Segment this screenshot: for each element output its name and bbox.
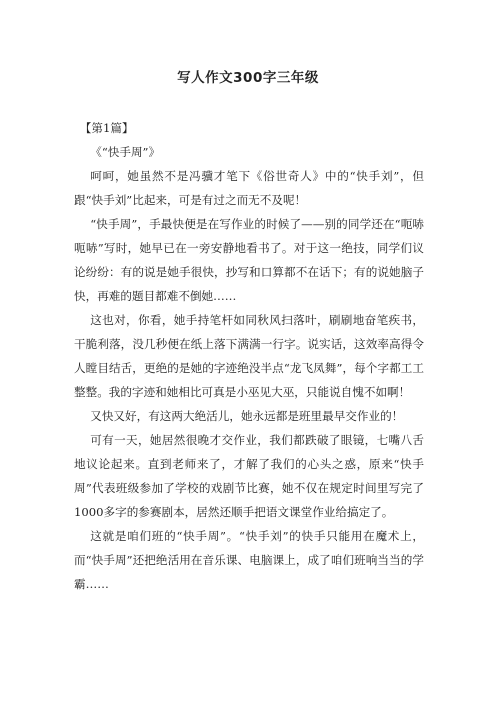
article-subtitle: 《“快手周”》 (90, 145, 161, 159)
article-body (74, 116, 424, 596)
paragraph-6: 这就是咱们班的“快手周”。“快手刘”的快手只能用在魔术上，而“快手周”还把绝活用在音乐课、电脑课上，成了咱们班响当当的学霸…… (74, 529, 424, 591)
section-label: 【第1篇】 (79, 121, 134, 135)
paragraph-1: 呵呵，她虽然不是冯骥才笔下《俗世奇人》中的“快手刘”，但跟“快手刘”比起来，可是有过之而无不及呢！ (74, 169, 424, 207)
paragraph-2: “快手周”，手最快便是在写作业的时候了——别的同学还在“呃哧呃哧”写时，她早已在一旁安静地看书了。对于这一绝技，同学们议论纷纷：有的说是她手很快，抄写和口算都不在话下；有的说她脑子快，再难的题目都难不倒她…… (74, 217, 424, 303)
page-title: 写人作文300字三年级 (177, 70, 319, 86)
paragraph-5: 可有一天，她居然很晚才交作业，我们都跌破了眼镜，七嘴八舌地议论起来。直到老师来了，才解了我们的心头之惑，原来“快手周”代表班级参加了学校的戏剧节比赛，她不仅在规定时间里写完了1000多字的参赛剧本，居然还顺手把语文课堂作业给搞定了。 (74, 433, 424, 519)
paragraph-4: 又快又好，有这两大绝活儿，她永远都是班里最早交作业的！ (90, 409, 404, 423)
paragraph-3: 这也对，你看，她手持笔杆如同秋风扫落叶，刷刷地奋笔疾书，干脆利落，没几秒便在纸上落下满满一行字。说实话，这效率高得令人瞠目结舌，更绝的是她的字迹绝没半点“龙飞凤舞”，每个字都工工整整。我的字迹和她相比可真是小巫见大巫，只能说自愧不如啊！ (74, 313, 424, 399)
